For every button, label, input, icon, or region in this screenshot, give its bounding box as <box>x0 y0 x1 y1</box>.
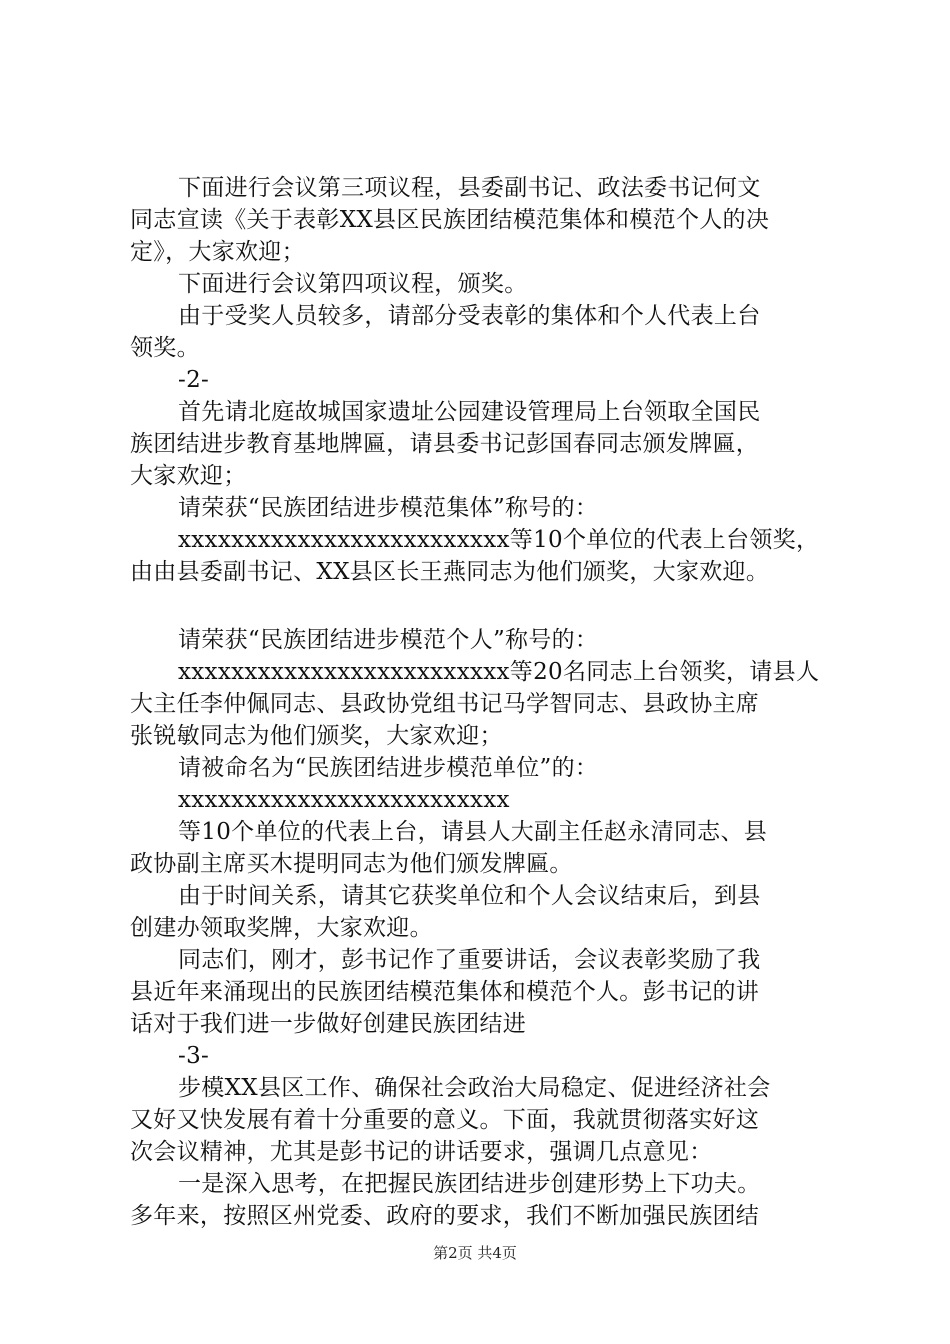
text-line: 同志宣读《关于表彰XX县区民族团结模范集体和模范个人的决 <box>130 207 770 233</box>
text-line: 一是深入思考，在把握民族团结进步创建形势上下功夫。 <box>178 1171 761 1197</box>
text-line: 请荣获“民族团结进步模范个人”称号的： <box>178 627 599 653</box>
text-line: 领奖。 <box>130 335 200 361</box>
text-line: 张锐敏同志为他们颁奖，大家欢迎； <box>130 723 503 749</box>
text-line: 等10个单位的代表上台，请县人大副主任赵永清同志、县 <box>178 819 768 845</box>
text-line: 大主任李仲佩同志、县政协党组书记马学智同志、县政协主席 <box>130 691 760 717</box>
text-line: 定》，大家欢迎； <box>130 239 305 265</box>
text-line: 由于时间关系，请其它获奖单位和个人会议结束后，到县 <box>178 883 761 909</box>
text-line: 同志们，刚才，彭书记作了重要讲话，会议表彰奖励了我 <box>178 947 761 973</box>
text-line: 县近年来涌现出的民族团结模范集体和模范个人。彭书记的讲 <box>130 979 760 1005</box>
text-line: 请荣获“民族团结进步模范集体”称号的： <box>178 495 599 521</box>
text-line: 步模XX县区工作、确保社会政治大局稳定、促进经济社会 <box>178 1075 771 1101</box>
page-footer: 第2页 共4页 <box>433 1244 517 1262</box>
text-line <box>130 588 830 624</box>
text-line: 下面进行会议第四项议程，颁奖。 <box>178 271 528 297</box>
text-line: xxxxxxxxxxxxxxxxxxxxxxxxx等20名同志上台领奖，请县人 <box>178 659 820 685</box>
text-line: -3- <box>178 1043 210 1069</box>
text-line: 政协副主席买木提明同志为他们颁发牌匾。 <box>130 851 573 877</box>
text-line: 由于受奖人员较多，请部分受表彰的集体和个人代表上台 <box>178 303 761 329</box>
text-line: xxxxxxxxxxxxxxxxxxxxxxxxx <box>178 787 510 813</box>
text-line: 次会议精神，尤其是彭书记的讲话要求，强调几点意见： <box>130 1139 713 1165</box>
text-line: 由由县委副书记、XX县区长王燕同志为他们颁奖，大家欢迎。 <box>130 559 770 585</box>
document-body <box>130 172 830 1232</box>
text-line: 创建办领取奖牌，大家欢迎。 <box>130 915 433 941</box>
text-line: 请被命名为“民族团结进步模范单位”的： <box>178 755 599 781</box>
text-line: 又好又快发展有着十分重要的意义。下面，我就贯彻落实好这 <box>130 1107 760 1133</box>
text-line: 首先请北庭故城国家遗址公园建设管理局上台领取全国民 <box>178 399 761 425</box>
text-line: 话对于我们进一步做好创建民族团结进 <box>130 1011 527 1037</box>
text-line: 多年来，按照区州党委、政府的要求，我们不断加强民族团结 <box>130 1203 760 1229</box>
text-line: 下面进行会议第三项议程，县委副书记、政法委书记何文 <box>178 175 761 201</box>
text-line: 族团结进步教育基地牌匾，请县委书记彭国春同志颁发牌匾， <box>130 431 760 457</box>
text-line: xxxxxxxxxxxxxxxxxxxxxxxxx等10个单位的代表上台领奖， <box>178 527 820 553</box>
text-line: 大家欢迎； <box>130 463 247 489</box>
text-line: -2- <box>178 367 210 393</box>
